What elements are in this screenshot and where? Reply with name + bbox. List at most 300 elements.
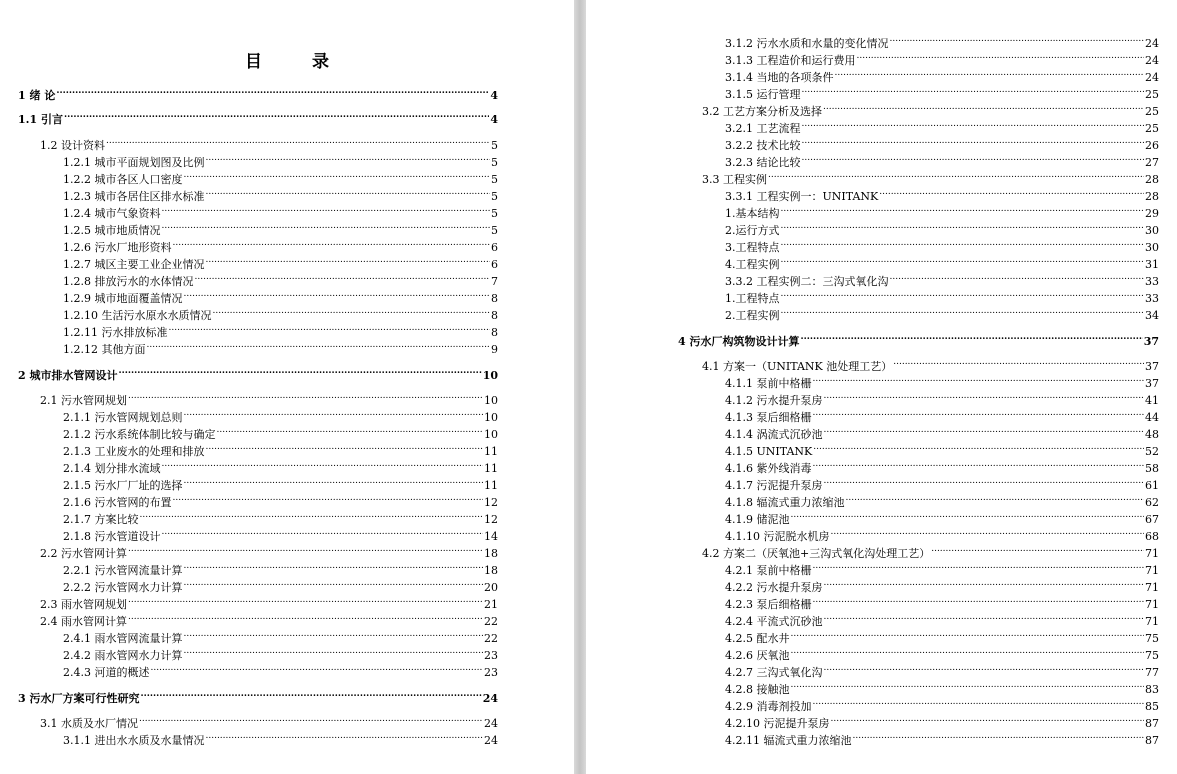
toc-entry-label: 2.1.6 污水管网的布置 <box>63 496 172 509</box>
toc-leader-dots <box>206 255 491 268</box>
toc-leader-dots <box>813 595 1145 608</box>
toc-entry[interactable] <box>63 153 498 169</box>
toc-leader-dots <box>128 544 483 557</box>
toc-entry-page: 27 <box>1145 156 1159 169</box>
toc-leader-dots <box>195 272 491 285</box>
toc-entry-page: 24 <box>484 734 498 747</box>
toc-entry-page: 7 <box>491 275 498 288</box>
toc-leader-dots <box>168 323 490 336</box>
toc-leader-dots <box>781 255 1145 268</box>
toc-entry[interactable] <box>702 357 1159 373</box>
toc-entry-page: 61 <box>1145 479 1159 492</box>
toc-entry-label: 2.4 雨水管网计算 <box>40 615 127 628</box>
toc-leader-dots <box>852 731 1144 744</box>
toc-entry-page: 30 <box>1145 241 1159 254</box>
toc-leader-dots <box>162 204 491 217</box>
toc-entry[interactable] <box>702 170 1159 186</box>
toc-entry-label: 4.1.2 污水提升泵房 <box>725 394 823 407</box>
toc-entry-label: 3.2 工艺方案分析及选择 <box>702 105 822 118</box>
toc-leader-dots <box>139 714 483 727</box>
toc-page-left <box>0 0 574 774</box>
toc-leader-dots <box>140 510 484 523</box>
toc-entry-label: 2.2.2 污水管网水力计算 <box>63 581 183 594</box>
toc-entry-page: 34 <box>1145 309 1159 322</box>
toc-entry-page: 44 <box>1145 411 1159 424</box>
toc-entry-label: 1.2.9 城市地面覆盖情况 <box>63 292 183 305</box>
toc-leader-dots <box>206 153 491 166</box>
toc-entry-page: 87 <box>1145 734 1159 747</box>
toc-entry-label: 3.1.1 进出水水质及水量情况 <box>63 734 205 747</box>
toc-leader-dots <box>890 272 1145 285</box>
toc-entry-label: 2.1.4 划分排水流域 <box>63 462 161 475</box>
toc-entry-label: 2.1.2 污水系统体制比较与确定 <box>63 428 216 441</box>
toc-leader-dots <box>781 306 1145 319</box>
toc-entry-label: 4.1.3 泵后细格栅 <box>725 411 812 424</box>
toc-entry-page: 71 <box>1145 547 1159 560</box>
toc-entry-label: 3 污水厂方案可行性研究 <box>18 692 140 705</box>
toc-entry-label: 4.2.2 污水提升泵房 <box>725 581 823 594</box>
toc-entry[interactable] <box>725 391 1159 407</box>
toc-entry-label: 1.2.12 其他方面 <box>63 343 146 356</box>
toc-entry[interactable] <box>63 493 498 509</box>
toc-entry-label: 1.2.11 污水排放标准 <box>63 326 168 339</box>
toc-entry[interactable] <box>63 459 498 475</box>
toc-entry-label: 4.2 方案二（厌氧池+三沟式氧化沟处理工艺） <box>702 547 931 560</box>
toc-leader-dots <box>800 332 1142 345</box>
toc-leader-dots <box>184 561 484 574</box>
toc-entry-page: 5 <box>491 190 498 203</box>
toc-entry-page: 83 <box>1145 683 1159 696</box>
toc-entry-page: 18 <box>484 564 498 577</box>
toc-entry-label: 1 绪 论 <box>18 89 56 102</box>
toc-entry[interactable] <box>63 255 498 271</box>
toc-entry-page: 10 <box>482 369 498 382</box>
toc-entry-page: 11 <box>484 445 498 458</box>
toc-entry[interactable] <box>63 629 498 645</box>
toc-entry-label: 2.1.8 污水管道设计 <box>63 530 161 543</box>
toc-entry-label: 4.2.9 消毒剂投加 <box>725 700 812 713</box>
toc-leader-dots <box>791 629 1145 642</box>
toc-entry-page: 10 <box>484 411 498 424</box>
toc-entry[interactable] <box>725 442 1159 458</box>
toc-leader-dots <box>106 136 490 149</box>
toc-entry-page: 77 <box>1145 666 1159 679</box>
toc-entry[interactable] <box>18 689 498 705</box>
toc-leader-dots <box>824 578 1145 591</box>
toc-entry-page: 75 <box>1145 632 1159 645</box>
toc-entry[interactable] <box>725 561 1159 577</box>
toc-entry-label: 3.3 工程实例 <box>702 173 767 186</box>
toc-entry[interactable] <box>40 714 498 730</box>
toc-entry[interactable] <box>725 85 1159 101</box>
toc-entry-page: 48 <box>1145 428 1159 441</box>
toc-entry-label: 2.运行方式 <box>725 224 780 237</box>
toc-entry-label: 4.1.9 储泥池 <box>725 513 790 526</box>
toc-entry-page: 4 <box>490 113 498 126</box>
toc-leader-dots <box>824 425 1145 438</box>
toc-entry[interactable] <box>725 153 1159 169</box>
toc-entry[interactable] <box>725 289 1159 305</box>
toc-entry[interactable] <box>18 86 498 102</box>
toc-entry[interactable] <box>63 204 498 220</box>
toc-entry[interactable] <box>725 646 1159 662</box>
toc-entry-label: 2.1 污水管网规划 <box>40 394 127 407</box>
toc-leader-dots <box>118 366 481 379</box>
toc-entry[interactable] <box>18 366 498 382</box>
toc-leader-dots <box>184 408 484 421</box>
toc-entry-label: 1.2.1 城市平面规划图及比例 <box>63 156 205 169</box>
toc-entry[interactable] <box>725 731 1159 747</box>
toc-entry[interactable] <box>725 204 1159 220</box>
toc-leader-dots <box>128 612 483 625</box>
toc-entry-page: 71 <box>1145 598 1159 611</box>
toc-entry-page: 10 <box>484 394 498 407</box>
toc-entry-page: 12 <box>484 496 498 509</box>
toc-leader-dots <box>823 102 1144 115</box>
toc-entry[interactable] <box>725 306 1159 322</box>
toc-entry[interactable] <box>725 510 1159 526</box>
toc-entry[interactable] <box>725 493 1159 509</box>
toc-leader-dots <box>813 459 1145 472</box>
toc-entry-page: 9 <box>491 343 498 356</box>
toc-entry[interactable] <box>725 697 1159 713</box>
toc-entry-page: 23 <box>484 666 498 679</box>
toc-leader-dots <box>184 629 484 642</box>
toc-entry-page: 6 <box>491 258 498 271</box>
toc-entry-page: 37 <box>1145 360 1159 373</box>
toc-entry[interactable] <box>725 187 1159 203</box>
toc-leader-dots <box>162 221 491 234</box>
toc-entry-page: 8 <box>491 326 498 339</box>
toc-leader-dots <box>768 170 1144 183</box>
toc-entry-label: 3.3.2 工程实例二：三沟式氧化沟 <box>725 275 889 288</box>
toc-entry-label: 4.1.10 污泥脱水机房 <box>725 530 830 543</box>
toc-entry-label: 2.1.3 工业废水的处理和排放 <box>63 445 205 458</box>
toc-entry[interactable] <box>702 544 1159 560</box>
toc-leader-dots <box>184 289 491 302</box>
toc-entry[interactable] <box>725 119 1159 135</box>
toc-entry[interactable] <box>725 68 1159 84</box>
toc-entry[interactable] <box>63 646 498 662</box>
toc-entry-page: 71 <box>1145 581 1159 594</box>
toc-entry[interactable] <box>63 731 498 747</box>
toc-entry[interactable] <box>63 527 498 543</box>
toc-leader-dots <box>173 493 484 506</box>
toc-entry[interactable] <box>63 561 498 577</box>
toc-entry[interactable] <box>725 476 1159 492</box>
toc-leader-dots <box>846 493 1145 506</box>
toc-leader-dots <box>184 578 484 591</box>
toc-entry-page: 31 <box>1145 258 1159 271</box>
toc-leader-dots <box>184 476 484 489</box>
toc-entry-label: 4.1.4 涡流式沉砂池 <box>725 428 823 441</box>
toc-entry[interactable] <box>63 187 498 203</box>
toc-entry-label: 3.3.1 工程实例一：UNITANK <box>725 190 879 203</box>
page-gutter <box>574 0 586 774</box>
toc-entry-label: 1.2.7 城区主要工业企业情况 <box>63 258 205 271</box>
toc-entry[interactable] <box>725 680 1159 696</box>
toc-entry-label: 4 污水厂构筑物设计计算 <box>678 335 800 348</box>
toc-entry-label: 4.2.8 接触池 <box>725 683 790 696</box>
toc-entry-label: 2.4.1 雨水管网流量计算 <box>63 632 183 645</box>
toc-entry[interactable] <box>725 578 1159 594</box>
toc-leader-dots <box>206 442 484 455</box>
toc-entry-label: 4.1.7 污泥提升泵房 <box>725 479 823 492</box>
toc-entry[interactable] <box>725 527 1159 543</box>
toc-entry-label: 1.2.10 生活污水原水水质情况 <box>63 309 212 322</box>
toc-leader-dots <box>173 238 491 251</box>
toc-entry-page: 29 <box>1145 207 1159 220</box>
toc-entry-page: 24 <box>482 692 498 705</box>
toc-entry-label: 3.2.1 工艺流程 <box>725 122 801 135</box>
toc-entry[interactable] <box>725 51 1159 67</box>
toc-entry-page: 68 <box>1145 530 1159 543</box>
toc-entry-label: 1.2.6 污水厂地形资料 <box>63 241 172 254</box>
toc-entry-label: 3.1.3 工程造价和运行费用 <box>725 54 856 67</box>
toc-entry-page: 62 <box>1145 496 1159 509</box>
toc-entry-label: 1.2.4 城市气象资料 <box>63 207 161 220</box>
toc-leader-dots <box>802 85 1145 98</box>
toc-entry-label: 3.2.3 结论比较 <box>725 156 801 169</box>
toc-entry[interactable] <box>63 238 498 254</box>
toc-entry-label: 1.工程特点 <box>725 292 780 305</box>
toc-entry[interactable] <box>63 578 498 594</box>
toc-leader-dots <box>128 595 483 608</box>
toc-leader-dots <box>206 731 484 744</box>
toc-leader-dots <box>151 663 484 676</box>
toc-leader-dots <box>217 425 484 438</box>
toc-entry[interactable] <box>702 102 1159 118</box>
toc-page-right <box>586 0 1177 774</box>
toc-entry-page: 28 <box>1145 190 1159 203</box>
toc-entry-label: 2.3 雨水管网规划 <box>40 598 127 611</box>
toc-leader-dots <box>830 527 1144 540</box>
toc-entry-page: 5 <box>491 173 498 186</box>
toc-leader-dots <box>802 153 1145 166</box>
toc-entry-page: 28 <box>1145 173 1159 186</box>
toc-leader-dots <box>56 86 489 99</box>
toc-entry-page: 5 <box>491 139 498 152</box>
toc-entry-label: 2.1.5 污水厂厂址的选择 <box>63 479 183 492</box>
toc-entry-label: 2.工程实例 <box>725 309 780 322</box>
toc-leader-dots <box>824 612 1145 625</box>
toc-entry-label: 3.1.5 运行管理 <box>725 88 801 101</box>
toc-entry-label: 4.2.10 污泥提升泵房 <box>725 717 830 730</box>
toc-entry-page: 5 <box>491 156 498 169</box>
toc-entry-page: 24 <box>484 717 498 730</box>
toc-leader-dots <box>791 510 1145 523</box>
toc-entry-page: 25 <box>1145 88 1159 101</box>
toc-entry-page: 10 <box>484 428 498 441</box>
toc-entry-label: 3.1.4 当地的各项条件 <box>725 71 834 84</box>
toc-leader-dots <box>146 340 490 353</box>
toc-entry-label: 4.2.4 平流式沉砂池 <box>725 615 823 628</box>
toc-entry[interactable] <box>63 289 498 305</box>
toc-entry[interactable] <box>18 110 498 126</box>
toc-entry-label: 2.2 污水管网计算 <box>40 547 127 560</box>
toc-entry-page: 30 <box>1145 224 1159 237</box>
toc-entry-label: 4.2.3 泵后细格栅 <box>725 598 812 611</box>
toc-entry[interactable] <box>40 544 498 560</box>
toc-entry[interactable] <box>725 136 1159 152</box>
toc-leader-dots <box>64 110 489 123</box>
toc-leader-dots <box>830 714 1144 727</box>
toc-entry-page: 71 <box>1145 564 1159 577</box>
toc-entry[interactable] <box>63 425 498 441</box>
toc-entry-label: 4.2.11 辐流式重力浓缩池 <box>725 734 852 747</box>
toc-entry[interactable] <box>725 221 1159 237</box>
toc-entry-label: 3.工程特点 <box>725 241 780 254</box>
toc-entry-page: 8 <box>491 309 498 322</box>
toc-entry-page: 37 <box>1145 377 1159 390</box>
toc-entry[interactable] <box>63 323 498 339</box>
toc-leader-dots <box>813 561 1145 574</box>
toc-entry-page: 14 <box>484 530 498 543</box>
toc-leader-dots <box>184 646 484 659</box>
toc-entry[interactable] <box>40 612 498 628</box>
toc-entry-label: 4.2.7 三沟式氧化沟 <box>725 666 823 679</box>
toc-entry[interactable] <box>725 714 1159 730</box>
toc-entry-label: 2.1.1 污水管网规划总则 <box>63 411 183 424</box>
toc-entry[interactable] <box>40 595 498 611</box>
toc-entry[interactable] <box>725 408 1159 424</box>
toc-entry-label: 3.2.2 技术比较 <box>725 139 801 152</box>
toc-entry-page: 20 <box>484 581 498 594</box>
toc-leader-dots <box>162 459 484 472</box>
toc-entry[interactable] <box>63 442 498 458</box>
toc-entry-label: 4.2.6 厌氧池 <box>725 649 790 662</box>
toc-entry-label: 4.1.6 紫外线消毒 <box>725 462 812 475</box>
toc-entry[interactable] <box>63 306 498 322</box>
toc-leader-dots <box>931 544 1144 557</box>
toc-entry[interactable] <box>63 510 498 526</box>
toc-leader-dots <box>893 357 1144 370</box>
toc-leader-dots <box>781 289 1145 302</box>
toc-entry[interactable] <box>63 340 498 356</box>
toc-entry-label: 1.2.8 排放污水的水体情况 <box>63 275 194 288</box>
toc-title: 目 录 <box>245 52 351 72</box>
toc-leader-dots <box>212 306 490 319</box>
toc-entry-page: 5 <box>491 207 498 220</box>
toc-entry-page: 75 <box>1145 649 1159 662</box>
toc-entry-page: 33 <box>1145 292 1159 305</box>
toc-entry[interactable] <box>63 476 498 492</box>
toc-leader-dots <box>781 238 1145 251</box>
toc-entry-page: 37 <box>1143 335 1159 348</box>
toc-entry-label: 3.1 水质及水厂情况 <box>40 717 138 730</box>
toc-entry[interactable] <box>63 170 498 186</box>
toc-leader-dots <box>781 221 1145 234</box>
toc-entry-label: 4.1.1 泵前中格栅 <box>725 377 812 390</box>
toc-entry-label: 1.2.3 城市各居住区排水标准 <box>63 190 205 203</box>
toc-entry-label: 4.1.8 辐流式重力浓缩池 <box>725 496 845 509</box>
toc-leader-dots <box>802 119 1145 132</box>
toc-entry-page: 11 <box>484 479 498 492</box>
toc-entry-label: 4.工程实例 <box>725 258 780 271</box>
toc-leader-dots <box>813 697 1145 710</box>
toc-leader-dots <box>813 408 1145 421</box>
toc-entry-page: 58 <box>1145 462 1159 475</box>
toc-entry-page: 71 <box>1145 615 1159 628</box>
toc-entry[interactable] <box>725 595 1159 611</box>
toc-entry-page: 23 <box>484 649 498 662</box>
toc-entry[interactable] <box>725 663 1159 679</box>
toc-entry-label: 1.2 设计资料 <box>40 139 105 152</box>
toc-leader-dots <box>791 646 1145 659</box>
toc-entry-page: 24 <box>1145 37 1159 50</box>
toc-entry[interactable] <box>63 408 498 424</box>
toc-entry[interactable] <box>678 332 1159 348</box>
toc-entry-page: 24 <box>1145 54 1159 67</box>
toc-entry[interactable] <box>63 221 498 237</box>
toc-entry[interactable] <box>725 629 1159 645</box>
toc-entry[interactable] <box>63 663 498 679</box>
toc-entry-label: 2.2.1 污水管网流量计算 <box>63 564 183 577</box>
toc-leader-dots <box>879 187 1144 200</box>
toc-entry-label: 2.4.2 雨水管网水力计算 <box>63 649 183 662</box>
toc-entry-page: 4 <box>490 89 498 102</box>
toc-entry-page: 87 <box>1145 717 1159 730</box>
toc-entry[interactable] <box>725 272 1159 288</box>
toc-entry[interactable] <box>725 34 1159 50</box>
toc-entry-page: 33 <box>1145 275 1159 288</box>
toc-entry-page: 5 <box>491 224 498 237</box>
toc-entry-page: 85 <box>1145 700 1159 713</box>
toc-entry-page: 52 <box>1145 445 1159 458</box>
toc-entry-page: 12 <box>484 513 498 526</box>
toc-entry-page: 41 <box>1145 394 1159 407</box>
toc-entry[interactable] <box>40 136 498 152</box>
toc-entry[interactable] <box>725 238 1159 254</box>
toc-entry-label: 3.1.2 污水水质和水量的变化情况 <box>725 37 889 50</box>
toc-entry-page: 8 <box>491 292 498 305</box>
toc-entry-page: 25 <box>1145 122 1159 135</box>
toc-entry-page: 67 <box>1145 513 1159 526</box>
toc-entry[interactable] <box>725 459 1159 475</box>
toc-leader-dots <box>813 442 1144 455</box>
toc-leader-dots <box>813 374 1145 387</box>
toc-leader-dots <box>835 68 1145 81</box>
toc-entry[interactable] <box>63 272 498 288</box>
toc-entry-page: 6 <box>491 241 498 254</box>
toc-entry-label: 4.2.5 配水井 <box>725 632 790 645</box>
toc-entry[interactable] <box>725 612 1159 628</box>
toc-entry[interactable] <box>40 391 498 407</box>
toc-entry-page: 22 <box>484 632 498 645</box>
toc-entry-label: 4.2.1 泵前中格栅 <box>725 564 812 577</box>
toc-entry-label: 1.2.2 城市各区人口密度 <box>63 173 183 186</box>
toc-leader-dots <box>781 204 1145 217</box>
toc-leader-dots <box>824 663 1145 676</box>
toc-entry-page: 22 <box>484 615 498 628</box>
toc-leader-dots <box>890 34 1145 47</box>
toc-leader-dots <box>824 476 1145 489</box>
toc-leader-dots <box>791 680 1145 693</box>
toc-entry[interactable] <box>725 425 1159 441</box>
toc-entry-page: 26 <box>1145 139 1159 152</box>
toc-entry-page: 18 <box>484 547 498 560</box>
toc-entry[interactable] <box>725 374 1159 390</box>
toc-entry-label: 2.1.7 方案比较 <box>63 513 139 526</box>
toc-entry-page: 25 <box>1145 105 1159 118</box>
toc-leader-dots <box>140 689 481 702</box>
toc-entry-page: 24 <box>1145 71 1159 84</box>
toc-entry[interactable] <box>725 255 1159 271</box>
toc-leader-dots <box>162 527 484 540</box>
toc-leader-dots <box>206 187 491 200</box>
toc-leader-dots <box>128 391 483 404</box>
toc-entry-page: 11 <box>484 462 498 475</box>
